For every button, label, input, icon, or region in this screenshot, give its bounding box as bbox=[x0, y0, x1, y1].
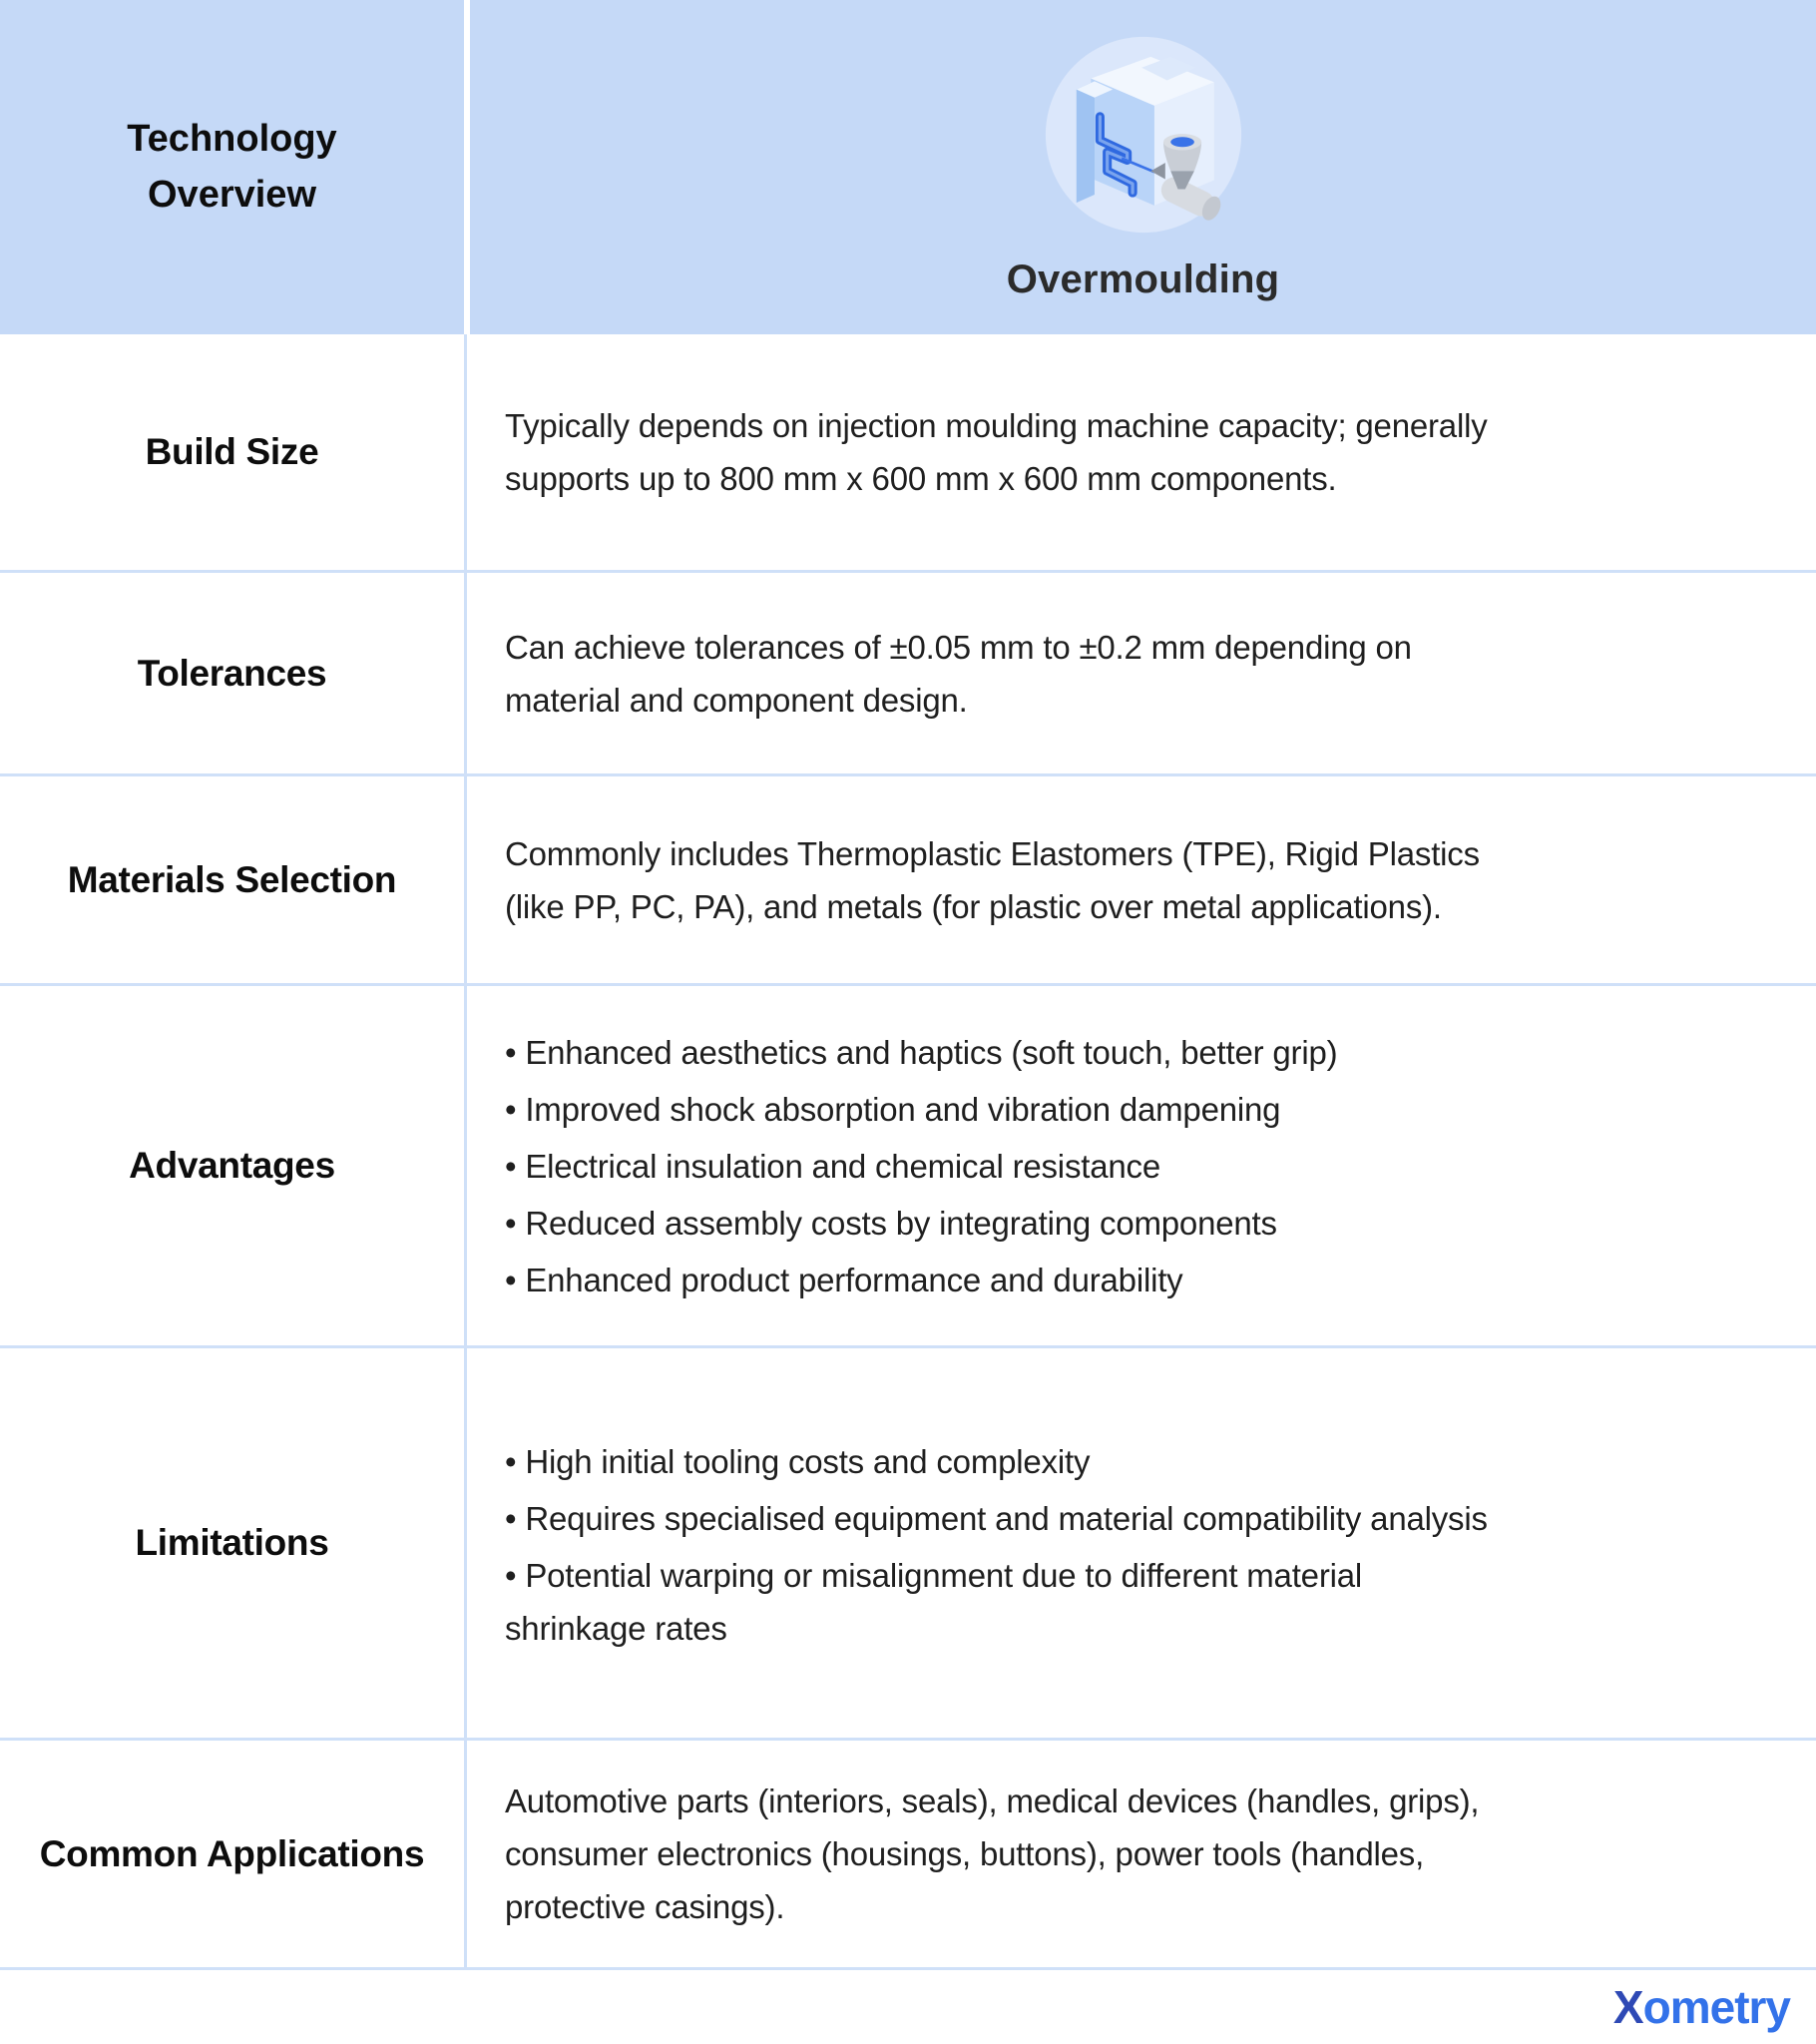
content-line: supports up to 800 mm x 600 mm x 600 mm components. bbox=[505, 460, 1337, 497]
content-line: material and component design. bbox=[505, 681, 968, 719]
row-content-cell bbox=[464, 1741, 1816, 1967]
row-label-cell bbox=[0, 1741, 464, 1967]
bullet-item: • Reduced assembly costs by integrating components bbox=[505, 1195, 1771, 1252]
content-line: (like PP, PC, PA), and metals (for plastic over metal applications). bbox=[505, 887, 1442, 925]
row-label-cell bbox=[0, 776, 464, 983]
table-row-build-size bbox=[0, 334, 1816, 570]
row-label-cell bbox=[0, 334, 464, 570]
row-content-cell bbox=[464, 776, 1816, 983]
xometry-logo bbox=[1613, 1980, 1790, 2034]
table-title: Technology Overview bbox=[127, 118, 337, 216]
row-label: Common Applications bbox=[39, 1832, 425, 1874]
table-row-limitations bbox=[0, 1345, 1816, 1738]
content-line: protective casings). bbox=[505, 1888, 785, 1925]
header-cell-overmoulding bbox=[470, 0, 1816, 334]
content-line: Commonly includes Thermoplastic Elastomers (TPE), Rigid Plastics bbox=[505, 834, 1480, 872]
xometry-logo-text: ometry bbox=[1642, 1981, 1790, 2033]
technology-name-title: Overmoulding bbox=[1006, 257, 1280, 301]
header-cell-technology-overview bbox=[0, 0, 464, 334]
table-row-advantages bbox=[0, 983, 1816, 1345]
row-label-cell bbox=[0, 573, 464, 773]
xometry-logo-x: X bbox=[1612, 1981, 1643, 2033]
content-line: consumer electronics (housings, buttons), power tools (handles, bbox=[505, 1835, 1425, 1872]
row-label: Limitations bbox=[135, 1522, 329, 1563]
row-label-cell bbox=[0, 986, 464, 1345]
bullet-item: • Improved shock absorption and vibration dampening bbox=[505, 1081, 1771, 1138]
row-content-cell bbox=[464, 334, 1816, 570]
row-label: Tolerances bbox=[137, 652, 327, 694]
bullet-item-continuation: shrinkage rates bbox=[505, 1609, 727, 1647]
bullet-item: • Enhanced product performance and durability bbox=[505, 1252, 1771, 1308]
table-row-materials-selection bbox=[0, 773, 1816, 983]
bullet-item: • Electrical insulation and chemical resistance bbox=[505, 1138, 1771, 1195]
table-row-tolerances bbox=[0, 570, 1816, 773]
bullet-item: • Potential warping or misalignment due to different material bbox=[505, 1547, 1771, 1604]
footer bbox=[0, 1967, 1816, 2044]
content-line: Can achieve tolerances of ±0.05 mm to ±0.2 mm depending on bbox=[505, 628, 1412, 666]
row-content-cell bbox=[464, 986, 1816, 1345]
row-label: Advantages bbox=[129, 1145, 335, 1186]
bullet-item: • Requires specialised equipment and material compatibility analysis bbox=[505, 1490, 1771, 1547]
row-content-cell bbox=[464, 1348, 1816, 1738]
table-header-row bbox=[0, 0, 1816, 334]
content-line: Automotive parts (interiors, seals), medical devices (handles, grips), bbox=[505, 1783, 1480, 1819]
row-label: Build Size bbox=[145, 431, 319, 472]
overmoulding-mould-icon bbox=[1035, 26, 1252, 244]
content-line: Typically depends on injection moulding machine capacity; generally bbox=[505, 407, 1488, 444]
bullet-item: • High initial tooling costs and complexity bbox=[505, 1433, 1771, 1490]
row-label: Materials Selection bbox=[67, 858, 397, 900]
table-row-common-applications bbox=[0, 1738, 1816, 1967]
row-content-cell bbox=[464, 573, 1816, 773]
bullet-item: • Enhanced aesthetics and haptics (soft touch, better grip) bbox=[505, 1024, 1771, 1081]
row-label-cell bbox=[0, 1348, 464, 1738]
